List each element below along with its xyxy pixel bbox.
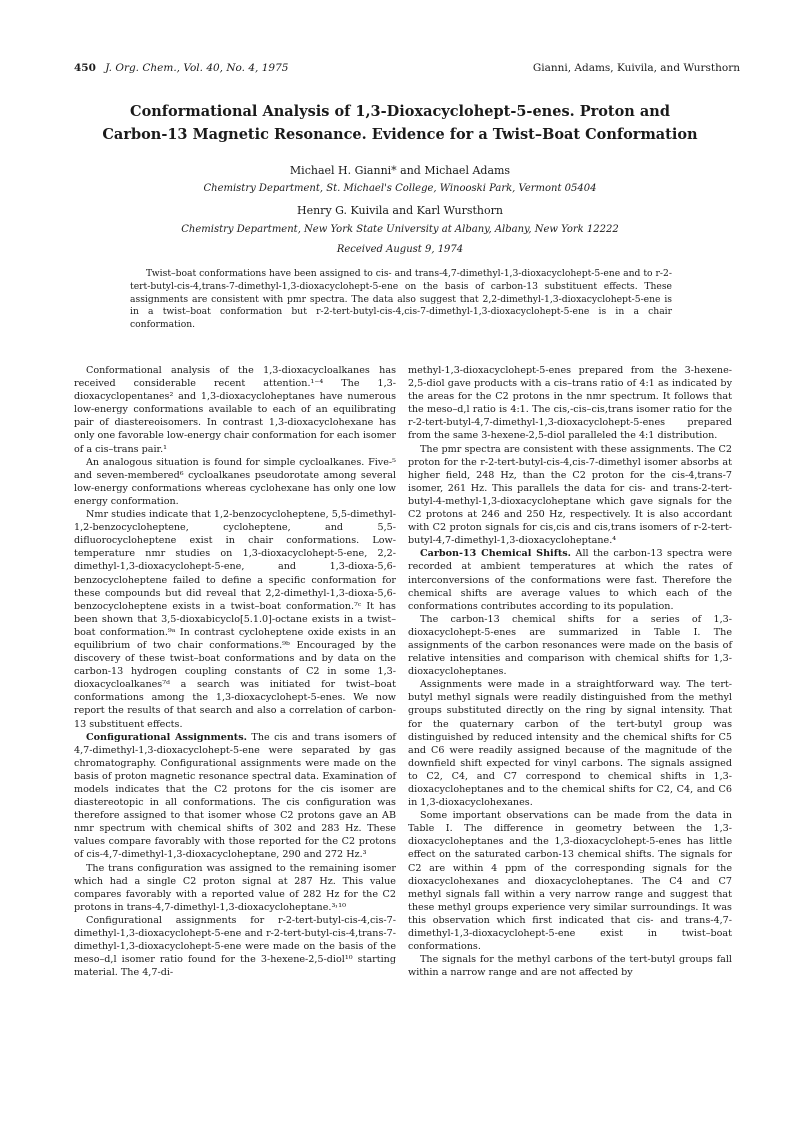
journal-citation: J. Org. Chem., Vol. 40, No. 4, 1975 [105, 62, 289, 74]
section-heading: Configurational Assignments. [86, 731, 247, 743]
page-number: 450 [74, 62, 96, 74]
paragraph: An analogous situation is found for simple cycloalkanes. Five-⁵ and seven-membered⁶ cycloalkanes pseudorotate among several low-energy conformations whereas cyclohexane has only one low energy conformation. [74, 456, 396, 507]
paragraph: methyl-1,3-dioxacyclohept-5-enes prepared from the 3-hexene-2,5-diol gave products with a cis–trans ratio of 4:1 as indicated by the areas for the C2 protons in the nmr spectrum. It follows that the meso–d,l ratio is 4:1. The cis,-cis–cis,trans isomer ratio for the r-2-tert-butyl-4,7-dimethyl-1,3-dioxacyclohept-5-enes prepared from the same 3-hexene-2,5-diol paralleled the 4:1 distribution. [408, 365, 732, 442]
paragraph: Configurational Assignments. The cis and trans isomers of 4,7-dimethyl-1,3-dioxacyclohept-5-ene were separated by gas chromatography. Configurational assignments were made on the basis of proton magnetic resonance spectral data. Examination of models indicates that the C2 protons for the cis isomer are diastereotopic in all conformations. The cis configuration was therefore assigned to that isomer whose C2 protons gave an AB nmr spectrum with chemical shifts of 302 and 283 Hz. These values compare favorably with those reported for the C2 protons of cis-4,7-dimethyl-1,3-dioxacycloheptane, 290 and 272 Hz.³ [74, 731, 396, 861]
paragraph: Nmr studies indicate that 1,2-benzocycloheptene, 5,5-dimethyl-1,2-benzocycloheptene, cycloheptene, and 5,5-difluorocycloheptene exist in chair conformations. Low-temperature nmr studies on 1,3-dioxacyclohept-5-ene, 2,2-dimethyl-1,3-dioxacyclohept-5-ene, and 1,3-dioxa-5,6-benzocycloheptene failed to define a specific conformation for these compounds but did reveal that 2,2-dimethyl-1,3-dioxa-5,6-benzocycloheptene exists in a twist–boat conformation.⁷ᶜ It has been shown that 3,5-dioxabicyclo[5.1.0]-octane exists in a twist–boat conformation.⁹ᵃ In contrast cycloheptene oxide exists in an equilibrium of two chair conformations.⁹ᵇ Encouraged by the discovery of these twist–boat conformations and by data on the carbon-13 hydrogen coupling constants of C2 in some 1,3-dioxacycloalkanes⁷ᵈ a search was initiated for twist–boat conformations among the 1,3-dioxacyclohept-5-enes. We now report the results of that search and also a correlation of carbon-13 substituent effects. [74, 509, 396, 730]
paragraph: Some important observations can be made from the data in Table I. The difference in geometry between the 1,3-dioxacycloheptanes and the 1,3-dioxacyclohept-5-enes has little effect on the saturated carbon-13 chemical shifts. The signals for C2 are within 4 ppm of the corresponding signals for the dioxacyclohexanes and dioxacycloheptanes. The C4 and C7 methyl signals fall within a very narrow range and suggest that these methyl groups experience very similar surroundings. It was this observation which first indicated that cis- and trans-4,7-dimethyl-1,3-dioxacyclohept-5-ene exist in twist–boat conformations. [408, 810, 732, 953]
title-line-1: Conformational Analysis of 1,3-Dioxacyclohept-5-enes. Proton and [130, 103, 670, 120]
title-line-2: Carbon-13 Magnetic Resonance. Evidence for a Twist–Boat Conformation [102, 126, 698, 143]
author-group-2: Henry G. Kuivila and Karl Wursthorn [297, 204, 503, 217]
abstract: Twist–boat conformations have been assigned to cis- and trans-4,7-dimethyl-1,3-dioxacyclohept-5-ene and to r-2-tert-butyl-cis-4,trans-7-dimethyl-1,3-dioxacyclohept-5-ene on the basis of carbon-13 substituent effects. These assignments are consistent with pmr spectra. The data also suggest that 2,2-dimethyl-1,3-dioxacyclohept-5-ene is in a twist–boat conformation but r-2-tert-butyl-cis-4,cis-7-dimethyl-1,3-dioxacyclohept-5-ene is in a chair conformation. [130, 268, 672, 331]
article-title [60, 100, 740, 146]
paragraph: The carbon-13 chemical shifts for a series of 1,3-dioxacyclohept-5-enes are summarized in Table I. The assignments of the carbon resonances were made on the basis of relative intensities and comparison with chemical shifts for 1,3-dioxacycloheptanes. [408, 613, 732, 678]
running-head [74, 62, 740, 78]
paragraph: Assignments were made in a straightforward way. The tert-butyl methyl signals were readily distinguished from the methyl groups substituted directly on the ring by signal intensity. That for the quaternary carbon of the tert-butyl group was distinguished by reduced intensity and the chemical shifts for C5 and C6 were readily assigned because of the magnitude of the downfield shift expected for vinyl carbons. The signals assigned to C2, C4, and C7 correspond to chemical shifts in 1,3-dioxacycloheptanes and to the chemical shifts for C2, C4, and C6 in 1,3-dioxacyclohexanes. [408, 679, 732, 809]
affiliation-2: Chemistry Department, New York State University at Albany, Albany, New York 12222 [181, 224, 619, 235]
paragraph: The pmr spectra are consistent with these assignments. The C2 proton for the r-2-tert-butyl-cis-4,cis-7-dimethyl isomer absorbs at higher field, 248 Hz, than the C2 proton for the cis-4,trans-7 isomer, 261 Hz. This parallels the data for cis- and trans-2-tert-butyl-4-methyl-1,3-dioxacycloheptane which gave signals for the C2 protons at 246 and 250 Hz, respectively. It is also accordant with C2 proton signals for cis,cis and cis,trans isomers of r-2-tert-butyl-4,7-dimethyl-1,3-dioxacycloheptane.⁴ [408, 443, 732, 547]
paragraph: Carbon-13 Chemical Shifts. All the carbon-13 spectra were recorded at ambient temperatures at which the rates of interconversions of the conformations were fast. Therefore the chemical shifts are average values to which each of the conformations contributes according to its population. [408, 548, 732, 612]
paragraph: Conformational analysis of the 1,3-dioxacycloalkanes has received considerable recent attention.¹⁻⁴ The 1,3-dioxacyclopentanes² and 1,3-dioxacycloheptanes have numerous low-energy conformations available to each of an equilibrating pair of diastereoisomers. In contrast 1,3-dioxacyclohexane has only one favorable low-energy chair conformation for each isomer of a cis–trans pair.¹ [74, 365, 396, 455]
left-column [74, 364, 396, 979]
running-authors: Gianni, Adams, Kuivila, and Wursthorn [532, 62, 740, 74]
paragraph: The signals for the methyl carbons of the tert-butyl groups fall within a narrow range and are not affected by [408, 954, 732, 979]
received-date: Received August 9, 1974 [336, 244, 464, 255]
affiliation-1: Chemistry Department, St. Michael's College, Winooski Park, Vermont 05404 [203, 183, 597, 194]
right-column [408, 364, 732, 979]
author-group-1: Michael H. Gianni* and Michael Adams [289, 164, 511, 177]
paragraph: The trans configuration was assigned to the remaining isomer which had a single C2 proton signal at 287 Hz. This value compares favorably with a reported value of 282 Hz for the C2 protons in trans-4,7-dimethyl-1,3-dioxacycloheptane.³˒¹⁰ [74, 862, 396, 913]
paragraph: Configurational assignments for r-2-tert-butyl-cis-4,cis-7-dimethyl-1,3-dioxacyclohept-5-ene and r-2-tert-butyl-cis-4,trans-7-dimethyl-1,3-dioxacyclohept-5-ene were made on the basis of the meso–d,l isomer ratio found for the 3-hexene-2,5-diol¹⁰ starting material. The 4,7-di- [74, 914, 396, 979]
section-heading: Carbon-13 Chemical Shifts. [420, 548, 571, 560]
